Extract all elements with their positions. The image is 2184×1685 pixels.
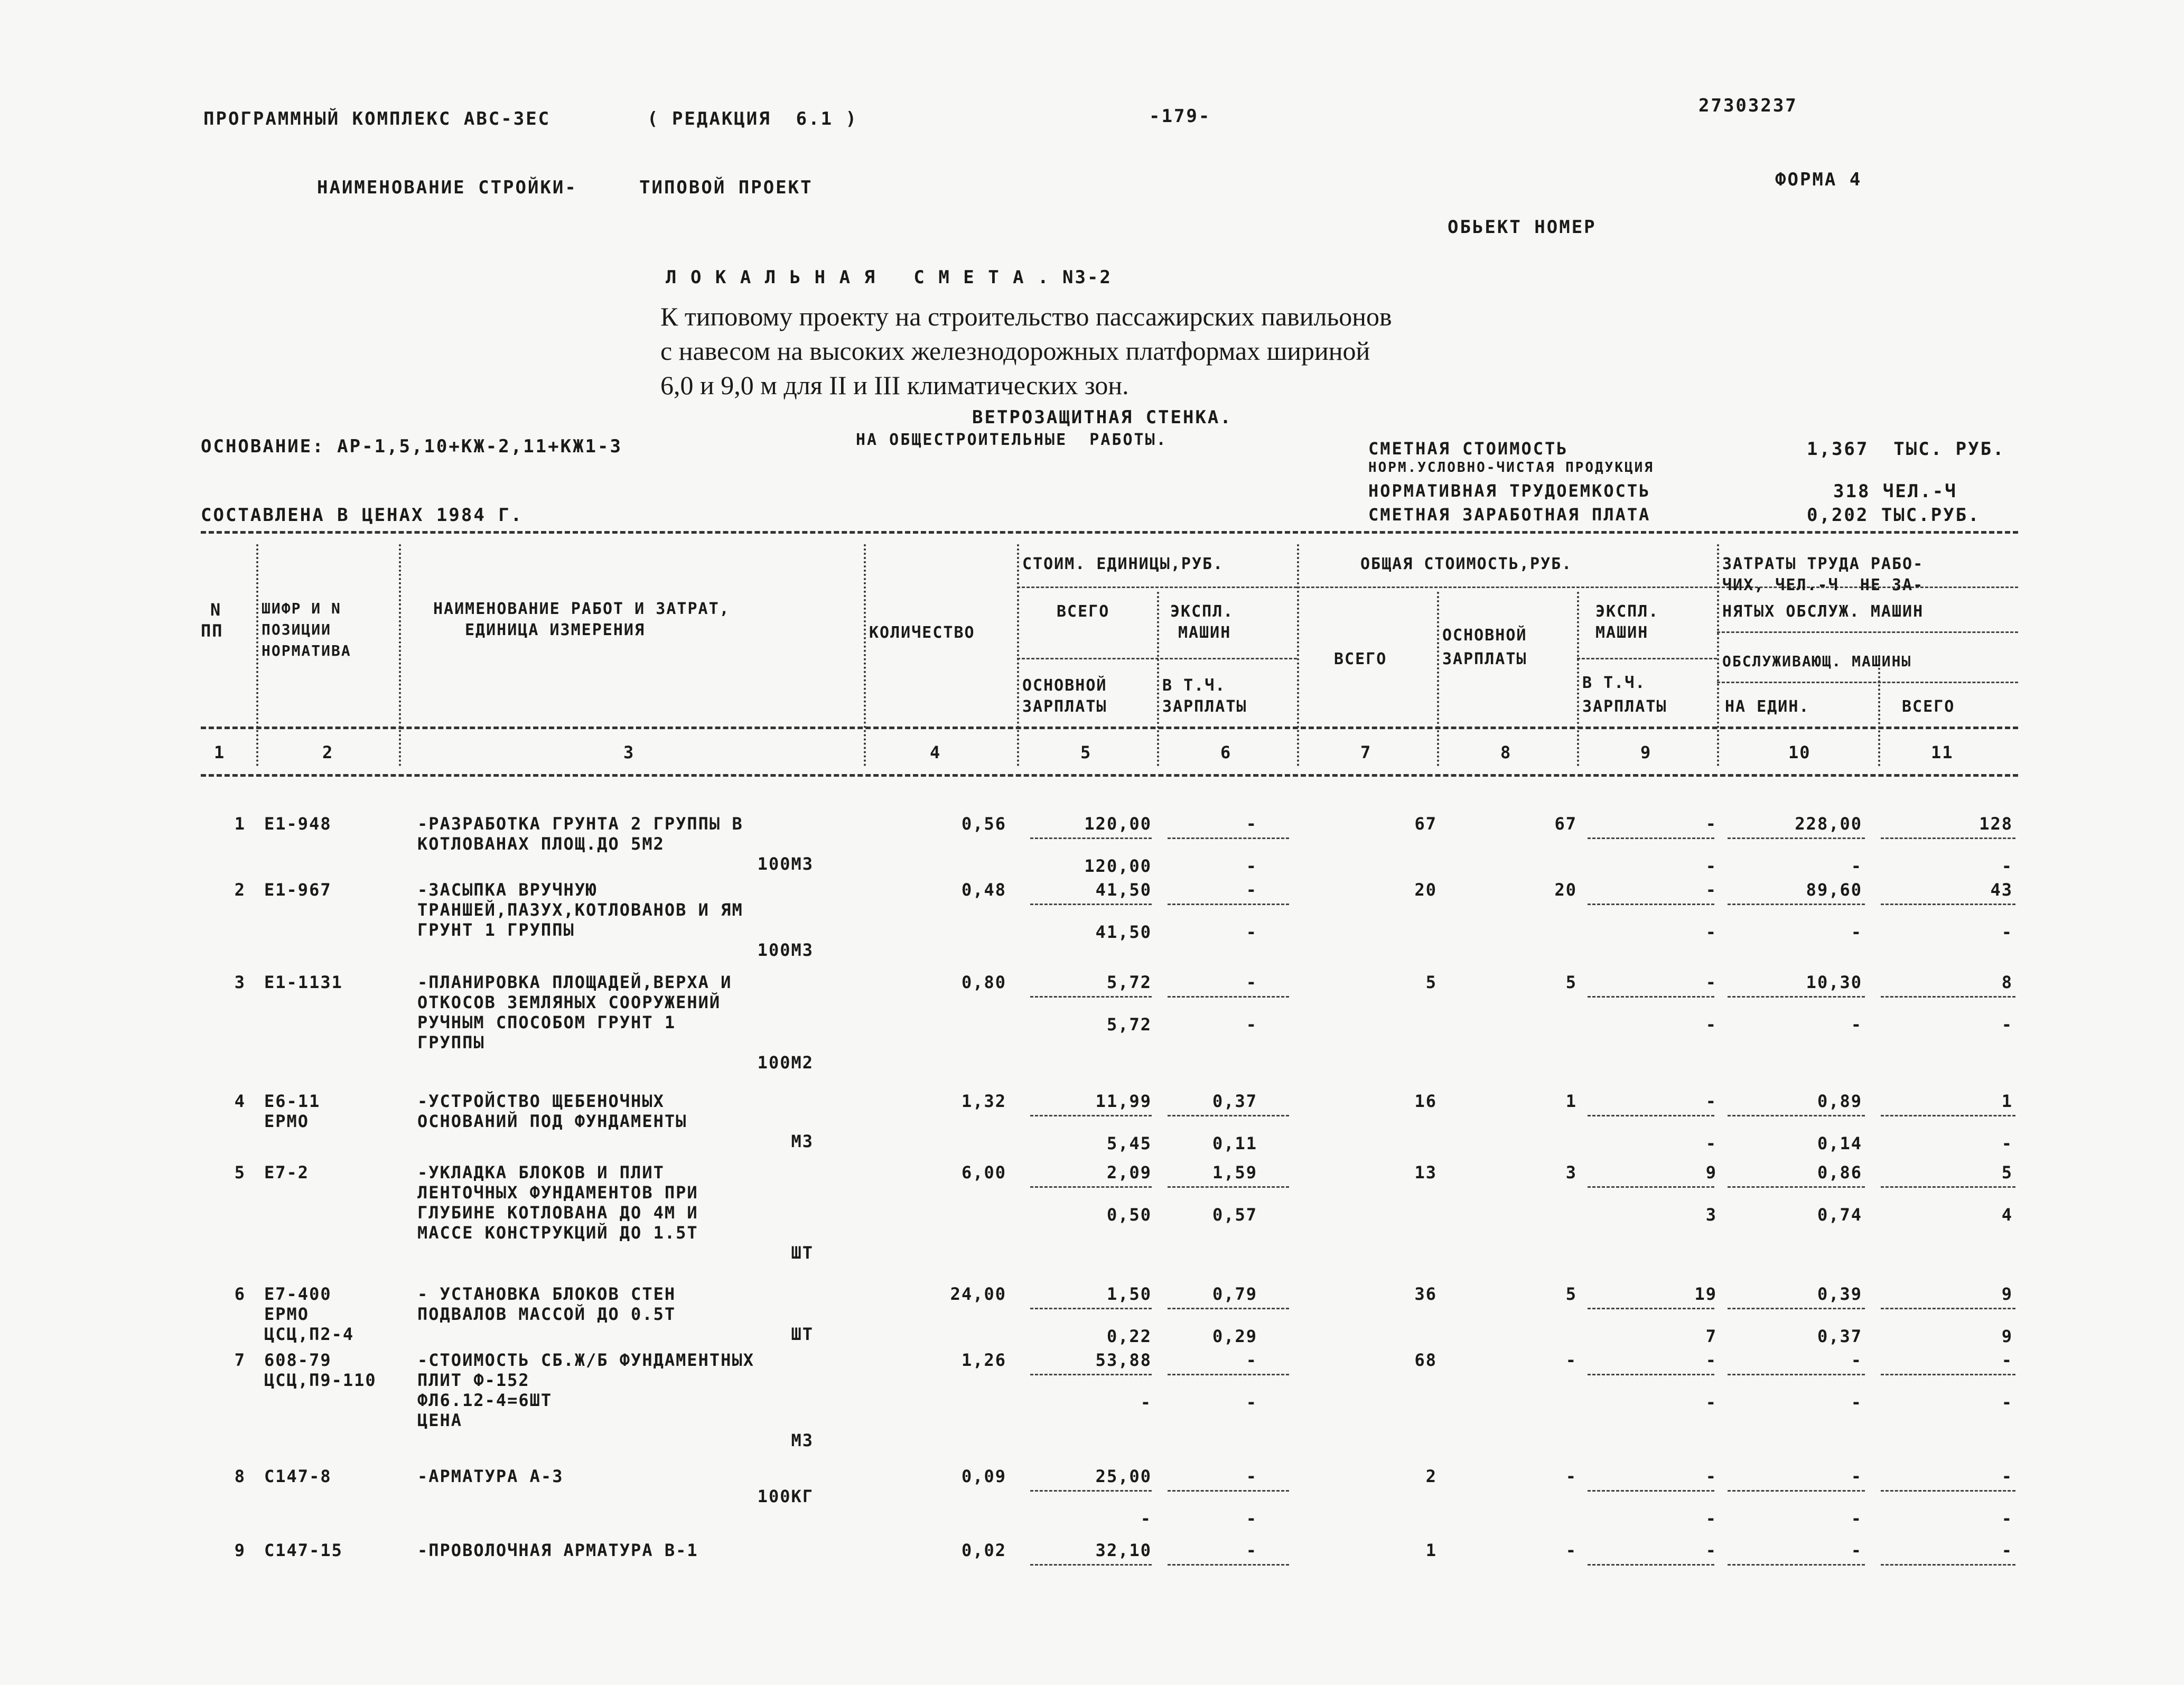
row-number: 2 bbox=[234, 880, 246, 900]
row-unit-machine-wage: 0,11 bbox=[1212, 1133, 1257, 1153]
cost-label: СМЕТНАЯ СТОИМОСТЬ bbox=[1368, 439, 1569, 459]
row-number: 5 bbox=[234, 1162, 246, 1183]
row-labor-total-2: 4 bbox=[2001, 1205, 2013, 1225]
row-labor-total: 43 bbox=[1990, 880, 2013, 900]
row-unit-machine-wage: - bbox=[1246, 856, 1257, 876]
row-unit-wage: 0,22 bbox=[1106, 1326, 1152, 1346]
row-labor-unit: 228,00 bbox=[1795, 814, 1862, 834]
row-code: Е7-400 bbox=[264, 1284, 332, 1304]
row-labor-unit-2: 0,74 bbox=[1817, 1205, 1862, 1225]
page-number: -179- bbox=[1149, 106, 1211, 127]
row-name-line: ТРАНШЕЙ,ПАЗУХ,КОТЛОВАНОВ И ЯМ bbox=[417, 900, 743, 920]
col-sep bbox=[1717, 544, 1719, 766]
row-total-machine: - bbox=[1705, 1350, 1717, 1370]
row-total-machine: - bbox=[1705, 1540, 1717, 1560]
row-unit-machine: 0,79 bbox=[1212, 1284, 1257, 1304]
row-number: 4 bbox=[234, 1091, 246, 1111]
total-cost-header: ОБЩАЯ СТОИМОСТЬ,РУБ. bbox=[1360, 555, 1573, 573]
row-name-line: ГЛУБИНЕ КОТЛОВАНА ДО 4М И bbox=[417, 1203, 698, 1223]
subject-line-1: ВЕТРОЗАЩИТНАЯ СТЕНКА. bbox=[972, 407, 1233, 428]
row-name-line: ПОДВАЛОВ МАССОЙ ДО 0.5Т bbox=[417, 1304, 676, 1324]
col-sep bbox=[1577, 592, 1579, 766]
program-name: ПРОГРАММНЫЙ КОМПЛЕКС АВС-3ЕС bbox=[203, 108, 551, 129]
row-labor-unit-2: 0,14 bbox=[1817, 1133, 1862, 1153]
row-quantity: 24,00 bbox=[950, 1284, 1006, 1304]
row-total-wage: 67 bbox=[1554, 814, 1577, 834]
row-name-line: ГРУНТ 1 ГРУППЫ bbox=[417, 920, 575, 940]
row-name-line: -ПРОВОЛОЧНАЯ АРМАТУРА В-1 bbox=[417, 1540, 698, 1560]
col-num-9: 9 bbox=[1640, 742, 1652, 762]
row-labor-unit-2: - bbox=[1851, 856, 1862, 876]
row-labor-unit: - bbox=[1851, 1540, 1862, 1560]
row-number: 3 bbox=[234, 972, 246, 992]
row-total-wage: 5 bbox=[1565, 1284, 1577, 1304]
col-9-header-3: В Т.Ч. bbox=[1582, 674, 1646, 692]
unit-cost-header: СТОИМ. ЕДИНИЦЫ,РУБ. bbox=[1022, 555, 1224, 573]
row-unit: ШТ bbox=[791, 1324, 814, 1344]
object-number: ОБЬЕКТ НОМЕР bbox=[1448, 217, 1597, 238]
col-n-header-2: ПП bbox=[201, 621, 223, 641]
col-sep bbox=[1437, 592, 1439, 766]
row-labor-unit: 89,60 bbox=[1806, 880, 1862, 900]
row-total-machine-wage: 7 bbox=[1705, 1326, 1717, 1346]
form-number: ФОРМА 4 bbox=[1775, 169, 1862, 190]
row-unit: ШТ bbox=[791, 1243, 814, 1263]
row-code-2: ЕРМО bbox=[264, 1111, 310, 1131]
row-name-line: -АРМАТУРА А-3 bbox=[417, 1466, 564, 1486]
labor-label: НОРМАТИВНАЯ ТРУДОЕМКОСТЬ bbox=[1368, 481, 1651, 501]
row-unit-wage: 41,50 bbox=[1095, 922, 1152, 942]
row-name-line: -РАЗРАБОТКА ГРУНТА 2 ГРУППЫ В bbox=[417, 814, 743, 834]
col-6-header-2: МАШИН bbox=[1178, 623, 1231, 642]
col-name-header: НАИМЕНОВАНИЕ РАБОТ И ЗАТРАТ, bbox=[433, 600, 730, 618]
row-total-machine: - bbox=[1705, 880, 1717, 900]
col-num-7: 7 bbox=[1360, 742, 1372, 762]
col-num-1: 1 bbox=[214, 742, 226, 762]
row-code: 608-79 bbox=[264, 1350, 332, 1370]
row-unit: 100М2 bbox=[757, 1053, 814, 1073]
subject-line-2: НА ОБЩЕСТРОИТЕЛЬНЫЕ РАБОТЫ. bbox=[856, 431, 1168, 449]
row-number: 6 bbox=[234, 1284, 246, 1304]
col-sep bbox=[1878, 655, 1880, 766]
row-labor-total: 8 bbox=[2001, 972, 2013, 992]
row-labor-unit-2: - bbox=[1851, 922, 1862, 942]
row-labor-unit: - bbox=[1851, 1350, 1862, 1370]
row-labor-total: 1 bbox=[2001, 1091, 2013, 1111]
row-quantity: 0,09 bbox=[961, 1466, 1006, 1486]
row-total-wage: 3 bbox=[1565, 1162, 1577, 1183]
row-quantity: 6,00 bbox=[961, 1162, 1006, 1183]
row-labor-total: - bbox=[2001, 1466, 2013, 1486]
row-quantity: 0,80 bbox=[961, 972, 1006, 992]
row-code: Е6-11 bbox=[264, 1091, 321, 1111]
row-total-wage: - bbox=[1565, 1350, 1577, 1370]
col-9-header-2: МАШИН bbox=[1595, 623, 1649, 642]
col-num-5: 5 bbox=[1080, 742, 1092, 762]
row-labor-total: 128 bbox=[1979, 814, 2013, 834]
col-num-6: 6 bbox=[1220, 742, 1232, 762]
col-sep bbox=[256, 544, 258, 766]
row-name-line: -УКЛАДКА БЛОКОВ И ПЛИТ bbox=[417, 1162, 665, 1183]
row-number: 8 bbox=[234, 1466, 246, 1486]
row-labor-unit-2: 0,37 bbox=[1817, 1326, 1862, 1346]
row-quantity: 0,56 bbox=[961, 814, 1006, 834]
row-labor-total-2: - bbox=[2001, 922, 2013, 942]
row-name-line: -ПЛАНИРОВКА ПЛОЩАДЕЙ,ВЕРХА И bbox=[417, 972, 732, 992]
col-sep bbox=[1157, 592, 1159, 766]
labor-header-4: ОБСЛУЖИВАЮЩ. МАШИНЫ bbox=[1722, 653, 1912, 670]
row-unit-machine-wage: 0,29 bbox=[1212, 1326, 1257, 1346]
basis: ОСНОВАНИЕ: АР-1,5,10+КЖ-2,11+КЖ1-3 bbox=[201, 436, 622, 457]
row-unit: М3 bbox=[791, 1131, 814, 1151]
col-code-header: ШИФР И N bbox=[262, 600, 341, 617]
title-line-1: К типовому проекту на строительство пассажирских павильонов bbox=[660, 302, 1392, 331]
row-total-machine: 9 bbox=[1705, 1162, 1717, 1183]
col-sep bbox=[399, 544, 401, 766]
col-9-header-4: ЗАРПЛАТЫ bbox=[1582, 697, 1667, 716]
row-unit-total: 120,00 bbox=[1084, 814, 1152, 834]
row-unit-machine: - bbox=[1246, 814, 1257, 834]
row-total: 5 bbox=[1425, 972, 1437, 992]
row-unit-machine: - bbox=[1246, 1466, 1257, 1486]
price-basis: СОСТАВЛЕНА В ЦЕНАХ 1984 Г. bbox=[201, 505, 524, 526]
row-total-machine: 19 bbox=[1694, 1284, 1717, 1304]
row-unit-machine-wage: - bbox=[1246, 1392, 1257, 1412]
col-sep bbox=[1017, 544, 1019, 766]
row-unit-wage: 5,72 bbox=[1106, 1014, 1152, 1035]
row-name-line: ГРУППЫ bbox=[417, 1032, 485, 1053]
col-num-3: 3 bbox=[623, 742, 635, 762]
row-total-machine: - bbox=[1705, 814, 1717, 834]
row-name-line: ЛЕНТОЧНЫХ ФУНДАМЕНТОВ ПРИ bbox=[417, 1183, 698, 1203]
row-code-3: ЦСЦ,П2-4 bbox=[264, 1324, 354, 1344]
row-total-machine-wage: - bbox=[1705, 1133, 1717, 1153]
row-unit-total: 1,50 bbox=[1106, 1284, 1152, 1304]
row-labor-unit: 0,86 bbox=[1817, 1162, 1862, 1183]
row-labor-unit-2: - bbox=[1851, 1014, 1862, 1035]
row-code: Е1-948 bbox=[264, 814, 332, 834]
row-total-machine-wage: - bbox=[1705, 1392, 1717, 1412]
col-5-header-2: ОСНОВНОЙ bbox=[1022, 676, 1107, 695]
row-total-machine: - bbox=[1705, 1091, 1717, 1111]
row-unit: 100М3 bbox=[757, 940, 814, 960]
row-labor-total-2: - bbox=[2001, 1133, 2013, 1153]
row-labor-total: 5 bbox=[2001, 1162, 2013, 1183]
col-qty-header: КОЛИЧЕСТВО bbox=[869, 623, 975, 642]
row-unit: 100КГ bbox=[757, 1486, 814, 1506]
row-unit-total: 25,00 bbox=[1095, 1466, 1152, 1486]
row-unit-machine: - bbox=[1246, 1540, 1257, 1560]
row-unit-machine: - bbox=[1246, 880, 1257, 900]
row-name-line: ОТКОСОВ ЗЕМЛЯНЫХ СООРУЖЕНИЙ bbox=[417, 992, 721, 1012]
row-total-machine-wage: - bbox=[1705, 1014, 1717, 1035]
col-num-2: 2 bbox=[322, 742, 334, 762]
row-name-line: -УСТРОЙСТВО ЩЕБЕНОЧНЫХ bbox=[417, 1091, 665, 1111]
row-unit-machine: 1,59 bbox=[1212, 1162, 1257, 1183]
col-num-10: 10 bbox=[1788, 742, 1811, 762]
row-unit-total: 32,10 bbox=[1095, 1540, 1152, 1560]
row-total-machine-wage: - bbox=[1705, 922, 1717, 942]
col-5-header-3: ЗАРПЛАТЫ bbox=[1022, 697, 1107, 716]
row-total: 2 bbox=[1425, 1466, 1437, 1486]
col-num-4: 4 bbox=[930, 742, 941, 762]
wage-value: 0,202 ТЫС.РУБ. bbox=[1807, 505, 1981, 526]
row-number: 1 bbox=[234, 814, 246, 834]
row-quantity: 1,26 bbox=[961, 1350, 1006, 1370]
row-name-line: - УСТАНОВКА БЛОКОВ СТЕН bbox=[417, 1284, 676, 1304]
estimate-heading: Л О К А Л Ь Н А Я С М Е Т А . N3-2 bbox=[666, 267, 1112, 288]
row-total: 13 bbox=[1414, 1162, 1437, 1183]
row-quantity: 1,32 bbox=[961, 1091, 1006, 1111]
row-labor-total-2: - bbox=[2001, 1014, 2013, 1035]
labor-value: 318 ЧЕЛ.-Ч bbox=[1833, 481, 1957, 502]
net-product-label: НОРМ.УСЛОВНО-ЧИСТАЯ ПРОДУКЦИЯ bbox=[1368, 460, 1654, 476]
row-labor-unit: 10,30 bbox=[1806, 972, 1862, 992]
row-total-wage: - bbox=[1565, 1540, 1577, 1560]
title-line-3: 6,0 и 9,0 м для II и III климатических зон. bbox=[660, 370, 1129, 400]
row-name-line: -ЗАСЫПКА ВРУЧНУЮ bbox=[417, 880, 598, 900]
col-7-header: ВСЕГО bbox=[1334, 650, 1387, 668]
row-code: Е1-967 bbox=[264, 880, 332, 900]
row-unit-machine: - bbox=[1246, 1350, 1257, 1370]
labor-header-2: ЧИХ, ЧЕЛ.-Ч НЕ ЗА- bbox=[1722, 576, 1924, 594]
row-total: 68 bbox=[1414, 1350, 1437, 1370]
col-11-header: ВСЕГО bbox=[1902, 697, 1955, 716]
labor-header: ЗАТРАТЫ ТРУДА РАБО- bbox=[1722, 555, 1924, 573]
construction-value: ТИПОВОЙ ПРОЕКТ bbox=[639, 177, 813, 198]
table-top-rule bbox=[201, 531, 2018, 534]
row-total: 16 bbox=[1414, 1091, 1437, 1111]
row-labor-unit-2: - bbox=[1851, 1392, 1862, 1412]
row-name-line: ПЛИТ Ф-152 bbox=[417, 1370, 530, 1390]
row-unit-wage: 5,45 bbox=[1106, 1133, 1152, 1153]
row-unit-wage: 120,00 bbox=[1084, 856, 1152, 876]
row-unit-total: 5,72 bbox=[1106, 972, 1152, 992]
document-code: 27303237 bbox=[1698, 95, 1798, 116]
col-10-header: НА ЕДИН. bbox=[1725, 697, 1810, 716]
row-unit-wage: - bbox=[1140, 1392, 1152, 1412]
row-code: С147-8 bbox=[264, 1466, 332, 1486]
row-labor-unit: 0,89 bbox=[1817, 1091, 1862, 1111]
col-sep bbox=[1297, 544, 1299, 766]
row-name-line: РУЧНЫМ СПОСОБОМ ГРУНТ 1 bbox=[417, 1012, 676, 1032]
row-total-machine: - bbox=[1705, 1466, 1717, 1486]
row-unit-wage: - bbox=[1140, 1509, 1152, 1529]
row-quantity: 0,02 bbox=[961, 1540, 1006, 1560]
row-total: 20 bbox=[1414, 880, 1437, 900]
row-labor-total-2: - bbox=[2001, 1392, 2013, 1412]
row-total-wage: 5 bbox=[1565, 972, 1577, 992]
col-6-header-3: В Т.Ч. bbox=[1162, 676, 1226, 695]
col-sep bbox=[864, 544, 866, 766]
row-code: Е1-1131 bbox=[264, 972, 343, 992]
col-8-header-2: ЗАРПЛАТЫ bbox=[1442, 650, 1527, 668]
row-total-wage: 20 bbox=[1554, 880, 1577, 900]
row-unit: М3 bbox=[791, 1430, 814, 1450]
row-total: 1 bbox=[1425, 1540, 1437, 1560]
edition: ( РЕДАКЦИЯ 6.1 ) bbox=[647, 108, 858, 129]
col-6-header: ЭКСПЛ. bbox=[1170, 602, 1234, 621]
row-unit-total: 41,50 bbox=[1095, 880, 1152, 900]
row-unit-total: 11,99 bbox=[1095, 1091, 1152, 1111]
col-5-header: ВСЕГО bbox=[1057, 602, 1110, 621]
column-number-rule bbox=[201, 774, 2018, 777]
row-labor-total-2: - bbox=[2001, 1509, 2013, 1529]
row-name-line: КОТЛОВАНАХ ПЛОЩ.ДО 5М2 bbox=[417, 834, 665, 854]
row-quantity: 0,48 bbox=[961, 880, 1006, 900]
row-unit-total: 53,88 bbox=[1095, 1350, 1152, 1370]
row-labor-total: - bbox=[2001, 1350, 2013, 1370]
row-total-machine-wage: - bbox=[1705, 1509, 1717, 1529]
col-n-header: N bbox=[210, 600, 222, 620]
labor-header-3: НЯТЫХ ОБСЛУЖ. МАШИН bbox=[1722, 602, 1924, 621]
col-8-header: ОСНОВНОЙ bbox=[1442, 626, 1527, 645]
row-total-machine-wage: 3 bbox=[1705, 1205, 1717, 1225]
row-name-line: ФЛ6.12-4=6ШТ bbox=[417, 1390, 553, 1410]
row-name-line: ЦЕНА bbox=[417, 1410, 463, 1430]
title-line-2: с навесом на высоких железнодорожных платформах шириной bbox=[660, 336, 1370, 366]
col-6-header-4: ЗАРПЛАТЫ bbox=[1162, 697, 1247, 716]
row-total-wage: 1 bbox=[1565, 1091, 1577, 1111]
row-unit-machine: 0,37 bbox=[1212, 1091, 1257, 1111]
row-unit-machine-wage: - bbox=[1246, 922, 1257, 942]
row-labor-total: 9 bbox=[2001, 1284, 2013, 1304]
row-unit-machine-wage: - bbox=[1246, 1509, 1257, 1529]
col-name-header-2: ЕДИНИЦА ИЗМЕРЕНИЯ bbox=[465, 621, 646, 639]
row-number: 9 bbox=[234, 1540, 246, 1560]
row-labor-total: - bbox=[2001, 1540, 2013, 1560]
row-labor-unit-2: - bbox=[1851, 1509, 1862, 1529]
row-name-line: МАССЕ КОНСТРУКЦИЙ ДО 1.5Т bbox=[417, 1223, 698, 1243]
col-num-11: 11 bbox=[1931, 742, 1954, 762]
row-name-line: -СТОИМОСТЬ СБ.Ж/Б ФУНДАМЕНТНЫХ bbox=[417, 1350, 754, 1370]
row-total: 36 bbox=[1414, 1284, 1437, 1304]
col-num-8: 8 bbox=[1500, 742, 1512, 762]
row-unit-machine-wage: 0,57 bbox=[1212, 1205, 1257, 1225]
row-unit-total: 2,09 bbox=[1106, 1162, 1152, 1183]
row-code: Е7-2 bbox=[264, 1162, 310, 1183]
construction-label: НАИМЕНОВАНИЕ СТРОЙКИ- bbox=[317, 177, 577, 198]
row-code-2: ЦСЦ,П9-110 bbox=[264, 1370, 377, 1390]
row-total-machine: - bbox=[1705, 972, 1717, 992]
row-total-machine-wage: - bbox=[1705, 856, 1717, 876]
row-code: С147-15 bbox=[264, 1540, 343, 1560]
wage-label: СМЕТНАЯ ЗАРАБОТНАЯ ПЛАТА bbox=[1368, 505, 1651, 525]
cost-value: 1,367 ТЫС. РУБ. bbox=[1807, 439, 2005, 460]
row-unit-machine: - bbox=[1246, 972, 1257, 992]
row-unit: 100М3 bbox=[757, 854, 814, 874]
row-unit-machine-wage: - bbox=[1246, 1014, 1257, 1035]
row-labor-total-2: 9 bbox=[2001, 1326, 2013, 1346]
col-code-header-2: ПОЗИЦИИ bbox=[262, 621, 332, 638]
col-code-header-3: НОРМАТИВА bbox=[262, 642, 351, 659]
col-9-header: ЭКСПЛ. bbox=[1595, 602, 1659, 621]
row-code-2: ЕРМО bbox=[264, 1304, 310, 1324]
row-unit-wage: 0,50 bbox=[1106, 1205, 1152, 1225]
row-labor-unit: 0,39 bbox=[1817, 1284, 1862, 1304]
header-bottom-rule bbox=[201, 727, 2018, 729]
row-labor-unit: - bbox=[1851, 1466, 1862, 1486]
row-total-wage: - bbox=[1565, 1466, 1577, 1486]
row-name-line: ОСНОВАНИЙ ПОД ФУНДАМЕНТЫ bbox=[417, 1111, 687, 1131]
row-total: 67 bbox=[1414, 814, 1437, 834]
row-number: 7 bbox=[234, 1350, 246, 1370]
row-labor-total-2: - bbox=[2001, 856, 2013, 876]
